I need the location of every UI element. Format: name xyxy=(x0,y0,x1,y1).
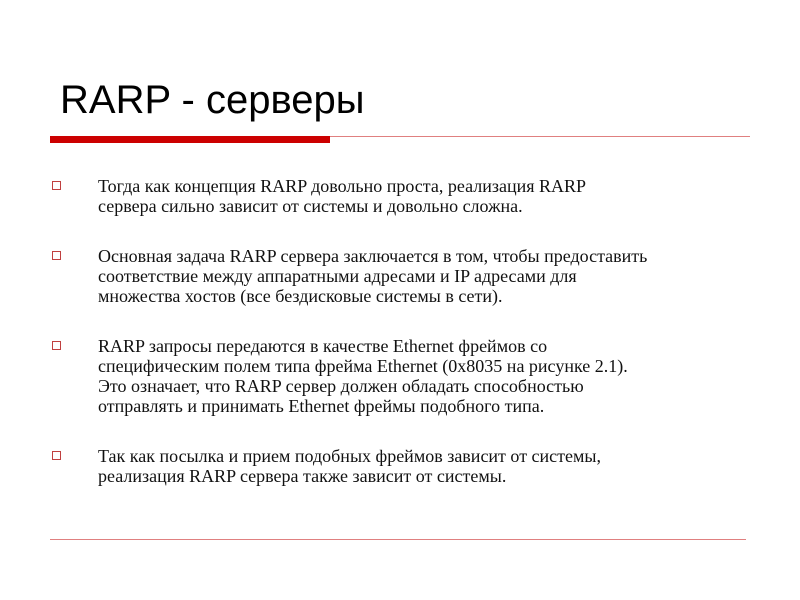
footer-divider xyxy=(50,539,746,540)
text-line: соответствие между аппаратными адресами и IP адресами для xyxy=(98,266,577,286)
text-line: множества хостов (все бездисковые системы в сети). xyxy=(98,286,503,306)
bullet-text xyxy=(98,336,628,416)
square-bullet-icon xyxy=(52,341,61,350)
text-line: специфическим полем типа фрейма Ethernet (0x8035 на рисунке 2.1). xyxy=(98,356,628,376)
square-bullet-icon xyxy=(52,451,61,460)
bullet-text xyxy=(98,246,647,306)
bullet-text xyxy=(98,176,586,216)
title-underline xyxy=(330,136,750,137)
text-line: сервера сильно зависит от системы и довольно сложна. xyxy=(98,196,523,216)
text-line: Это означает, что RARP сервер должен обладать способностью xyxy=(98,376,584,396)
text-line: RARP запросы передаются в качестве Ethernet фреймов со xyxy=(98,336,548,356)
title-underline-accent xyxy=(50,136,330,143)
text-line: Тогда как концепция RARP довольно проста, реализация RARP xyxy=(98,176,587,196)
text-line: реализация RARP сервера также зависит от системы. xyxy=(98,466,507,486)
bullet-text xyxy=(98,446,601,486)
slide-title: RARP - серверы xyxy=(60,78,365,122)
text-line: отправлять и принимать Ethernet фреймы подобного типа. xyxy=(98,396,545,416)
square-bullet-icon xyxy=(52,181,61,190)
text-line: Так как посылка и прием подобных фреймов зависит от системы, xyxy=(98,446,602,466)
square-bullet-icon xyxy=(52,251,61,260)
text-line: Основная задача RARP сервера заключается в том, чтобы предоставить xyxy=(98,246,648,266)
